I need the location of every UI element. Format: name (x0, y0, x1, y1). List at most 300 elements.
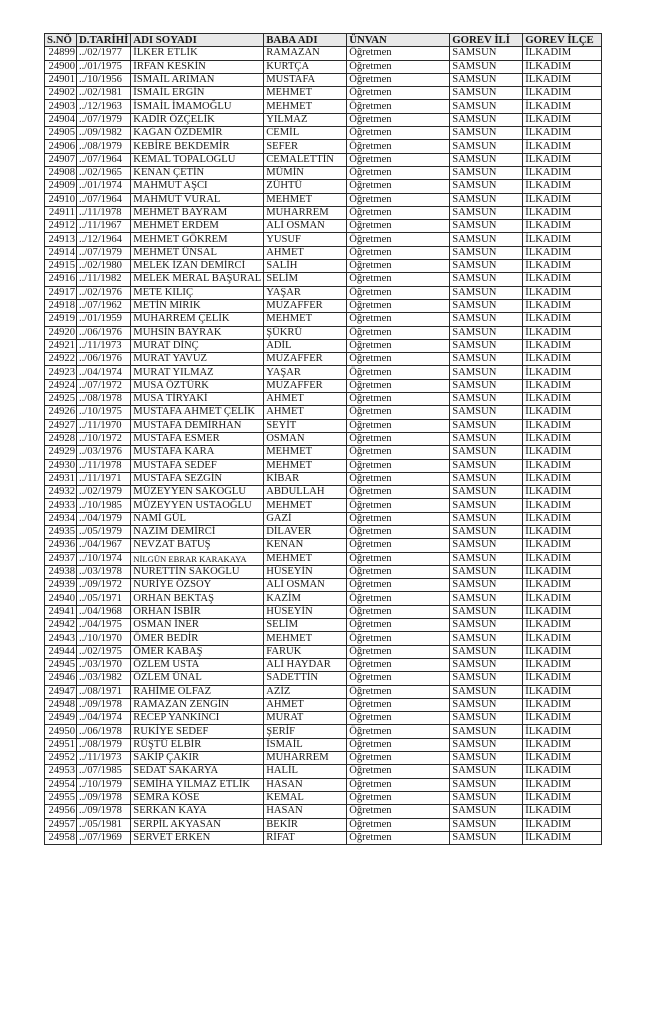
cell-full-name: MUHSİN BAYRAK (131, 326, 264, 339)
cell-title: Öğretmen (347, 73, 450, 86)
cell-birth-date: ../09/1978 (77, 698, 131, 711)
cell-full-name: İSMAİL ARIMAN (131, 73, 264, 86)
table-header (45, 34, 602, 47)
cell-father-name: MUZAFFER (264, 379, 347, 392)
cell-province: SAMSUN (450, 153, 523, 166)
cell-sno: 24900 (45, 60, 77, 73)
cell-title: Öğretmen (347, 472, 450, 485)
cell-title: Öğretmen (347, 379, 450, 392)
cell-province: SAMSUN (450, 512, 523, 525)
cell-birth-date: ../06/1978 (77, 725, 131, 738)
table-row (45, 166, 602, 179)
table-row (45, 619, 602, 632)
cell-title: Öğretmen (347, 100, 450, 113)
cell-sno: 24951 (45, 738, 77, 751)
cell-title: Öğretmen (347, 778, 450, 791)
cell-district: İLKADIM (523, 486, 602, 499)
cell-birth-date: ../02/1981 (77, 87, 131, 100)
cell-district: İLKADIM (523, 831, 602, 844)
cell-sno: 24950 (45, 725, 77, 738)
table-row (45, 233, 602, 246)
cell-district: İLKADIM (523, 685, 602, 698)
cell-birth-date: ../10/1956 (77, 73, 131, 86)
cell-father-name: SEFER (264, 140, 347, 153)
table-row (45, 725, 602, 738)
cell-sno: 24949 (45, 712, 77, 725)
cell-father-name: KEMAL (264, 791, 347, 804)
table-row (45, 658, 602, 671)
table-row (45, 153, 602, 166)
cell-father-name: ALİ OSMAN (264, 579, 347, 592)
cell-father-name: HASAN (264, 778, 347, 791)
table-row (45, 220, 602, 233)
table-row (45, 459, 602, 472)
cell-father-name: MUHARREM (264, 752, 347, 765)
cell-district: İLKADIM (523, 100, 602, 113)
cell-father-name: ABDULLAH (264, 486, 347, 499)
cell-province: SAMSUN (450, 605, 523, 618)
cell-district: İLKADIM (523, 605, 602, 618)
cell-sno: 24946 (45, 672, 77, 685)
cell-sno: 24929 (45, 446, 77, 459)
cell-title: Öğretmen (347, 113, 450, 126)
table-row (45, 180, 602, 193)
cell-full-name: NAZIM DEMİRCİ (131, 525, 264, 538)
cell-province: SAMSUN (450, 193, 523, 206)
cell-province: SAMSUN (450, 233, 523, 246)
cell-title: Öğretmen (347, 432, 450, 445)
cell-province: SAMSUN (450, 127, 523, 140)
cell-district: İLKADIM (523, 47, 602, 60)
cell-title: Öğretmen (347, 791, 450, 804)
cell-sno: 24905 (45, 127, 77, 140)
cell-full-name: MURAT DİNÇ (131, 339, 264, 352)
cell-province: SAMSUN (450, 712, 523, 725)
cell-sno: 24923 (45, 366, 77, 379)
cell-full-name: KENAN ÇETİN (131, 166, 264, 179)
cell-full-name: NİLGÜN EBRAR KARAKAYA (131, 552, 264, 565)
cell-father-name: CEMİL (264, 127, 347, 140)
table-row (45, 778, 602, 791)
cell-province: SAMSUN (450, 140, 523, 153)
cell-sno: 24901 (45, 73, 77, 86)
cell-full-name: SERKAN KAYA (131, 805, 264, 818)
cell-full-name: SAKİP ÇAKIR (131, 752, 264, 765)
cell-birth-date: ../09/1978 (77, 791, 131, 804)
cell-sno: 24917 (45, 286, 77, 299)
table-row (45, 353, 602, 366)
cell-district: İLKADIM (523, 818, 602, 831)
cell-father-name: YUSUF (264, 233, 347, 246)
cell-father-name: YAŞAR (264, 286, 347, 299)
cell-district: İLKADIM (523, 672, 602, 685)
cell-district: İLKADIM (523, 206, 602, 219)
cell-sno: 24948 (45, 698, 77, 711)
cell-birth-date: ../09/1982 (77, 127, 131, 140)
cell-birth-date: ../01/1975 (77, 60, 131, 73)
cell-father-name: MURAT (264, 712, 347, 725)
cell-title: Öğretmen (347, 353, 450, 366)
cell-full-name: MEHMET GÖKREM (131, 233, 264, 246)
cell-district: İLKADIM (523, 592, 602, 605)
cell-province: SAMSUN (450, 486, 523, 499)
cell-full-name: MUSTAFA SEZGİN (131, 472, 264, 485)
cell-district: İLKADIM (523, 113, 602, 126)
cell-birth-date: ../07/1979 (77, 113, 131, 126)
cell-father-name: MUHARREM (264, 206, 347, 219)
cell-title: Öğretmen (347, 393, 450, 406)
cell-province: SAMSUN (450, 765, 523, 778)
cell-father-name: SELİM (264, 273, 347, 286)
cell-province: SAMSUN (450, 60, 523, 73)
cell-father-name: GAZİ (264, 512, 347, 525)
cell-father-name: YAŞAR (264, 366, 347, 379)
cell-title: Öğretmen (347, 685, 450, 698)
cell-sno: 24956 (45, 805, 77, 818)
table-row (45, 752, 602, 765)
cell-title: Öğretmen (347, 366, 450, 379)
cell-full-name: ÖMER BEDİR (131, 632, 264, 645)
cell-birth-date: ../01/1959 (77, 313, 131, 326)
cell-father-name: KURTÇA (264, 60, 347, 73)
table-row (45, 791, 602, 804)
cell-province: SAMSUN (450, 273, 523, 286)
cell-district: İLKADIM (523, 326, 602, 339)
cell-birth-date: ../12/1964 (77, 233, 131, 246)
cell-province: SAMSUN (450, 313, 523, 326)
table-row (45, 193, 602, 206)
cell-sno: 24925 (45, 393, 77, 406)
cell-sno: 24908 (45, 166, 77, 179)
cell-sno: 24909 (45, 180, 77, 193)
cell-province: SAMSUN (450, 579, 523, 592)
cell-full-name: ORHAN İSBİR (131, 605, 264, 618)
table-row (45, 140, 602, 153)
cell-district: İLKADIM (523, 658, 602, 671)
header-sno: S.NÖ (45, 34, 77, 47)
cell-title: Öğretmen (347, 193, 450, 206)
cell-sno: 24915 (45, 260, 77, 273)
cell-full-name: RAHİME OLFAZ (131, 685, 264, 698)
header-row (45, 34, 602, 47)
cell-father-name: KENAN (264, 539, 347, 552)
cell-sno: 24904 (45, 113, 77, 126)
cell-birth-date: ../04/1979 (77, 512, 131, 525)
cell-district: İLKADIM (523, 712, 602, 725)
cell-district: İLKADIM (523, 127, 602, 140)
cell-full-name: ORHAN BEKTAŞ (131, 592, 264, 605)
cell-birth-date: ../08/1979 (77, 140, 131, 153)
table-row (45, 738, 602, 751)
cell-district: İLKADIM (523, 459, 602, 472)
cell-father-name: KİBAR (264, 472, 347, 485)
cell-province: SAMSUN (450, 738, 523, 751)
table-row (45, 326, 602, 339)
cell-birth-date: ../08/1971 (77, 685, 131, 698)
cell-father-name: HÜSEYİN (264, 565, 347, 578)
cell-birth-date: ../11/1973 (77, 752, 131, 765)
cell-district: İLKADIM (523, 260, 602, 273)
cell-title: Öğretmen (347, 512, 450, 525)
cell-full-name: MUSTAFA KARA (131, 446, 264, 459)
cell-district: İLKADIM (523, 791, 602, 804)
cell-sno: 24944 (45, 645, 77, 658)
cell-father-name: MEHMET (264, 193, 347, 206)
cell-full-name: MÜZEYYEN SAKOĞLU (131, 486, 264, 499)
cell-district: İLKADIM (523, 366, 602, 379)
table-row (45, 246, 602, 259)
cell-title: Öğretmen (347, 299, 450, 312)
table-row (45, 472, 602, 485)
cell-title: Öğretmen (347, 60, 450, 73)
cell-father-name: OSMAN (264, 432, 347, 445)
cell-title: Öğretmen (347, 632, 450, 645)
cell-sno: 24910 (45, 193, 77, 206)
cell-sno: 24954 (45, 778, 77, 791)
cell-sno: 24922 (45, 353, 77, 366)
cell-district: İLKADIM (523, 73, 602, 86)
cell-province: SAMSUN (450, 73, 523, 86)
cell-full-name: NAMİ GÜL (131, 512, 264, 525)
cell-sno: 24928 (45, 432, 77, 445)
cell-birth-date: ../05/1979 (77, 525, 131, 538)
cell-birth-date: ../11/1971 (77, 472, 131, 485)
cell-full-name: MEHMET ERDEM (131, 220, 264, 233)
cell-father-name: MEHMET (264, 552, 347, 565)
cell-title: Öğretmen (347, 326, 450, 339)
cell-district: İLKADIM (523, 313, 602, 326)
cell-sno: 24921 (45, 339, 77, 352)
cell-birth-date: ../07/1969 (77, 831, 131, 844)
cell-full-name: MEHMET ÜNSAL (131, 246, 264, 259)
cell-full-name: KEBİRE BEKDEMİR (131, 140, 264, 153)
cell-title: Öğretmen (347, 765, 450, 778)
cell-father-name: HASAN (264, 805, 347, 818)
cell-province: SAMSUN (450, 831, 523, 844)
cell-province: SAMSUN (450, 406, 523, 419)
cell-sno: 24911 (45, 206, 77, 219)
cell-province: SAMSUN (450, 619, 523, 632)
cell-full-name: İLKER ETLİK (131, 47, 264, 60)
header-province: GOREV İLİ (450, 34, 523, 47)
cell-full-name: MUSTAFA SEDEF (131, 459, 264, 472)
cell-title: Öğretmen (347, 206, 450, 219)
cell-district: İLKADIM (523, 472, 602, 485)
table-row (45, 113, 602, 126)
cell-father-name: SEYİT (264, 419, 347, 432)
cell-birth-date: ../11/1970 (77, 419, 131, 432)
cell-title: Öğretmen (347, 499, 450, 512)
cell-birth-date: ../01/1974 (77, 180, 131, 193)
cell-full-name: ÖMER KABAŞ (131, 645, 264, 658)
cell-province: SAMSUN (450, 539, 523, 552)
cell-birth-date: ../02/1977 (77, 47, 131, 60)
table-row (45, 260, 602, 273)
cell-full-name: KADİR ÖZÇELİK (131, 113, 264, 126)
table-row (45, 286, 602, 299)
table-row (45, 672, 602, 685)
cell-full-name: ÖZLEM USTA (131, 658, 264, 671)
cell-birth-date: ../04/1968 (77, 605, 131, 618)
cell-sno: 24937 (45, 552, 77, 565)
cell-birth-date: ../03/1970 (77, 658, 131, 671)
cell-province: SAMSUN (450, 805, 523, 818)
cell-province: SAMSUN (450, 87, 523, 100)
cell-birth-date: ../11/1973 (77, 339, 131, 352)
cell-district: İLKADIM (523, 140, 602, 153)
cell-district: İLKADIM (523, 299, 602, 312)
cell-district: İLKADIM (523, 565, 602, 578)
cell-title: Öğretmen (347, 712, 450, 725)
cell-province: SAMSUN (450, 698, 523, 711)
cell-birth-date: ../09/1972 (77, 579, 131, 592)
cell-father-name: ALİ HAYDAR (264, 658, 347, 671)
cell-full-name: MAHMUT VURAL (131, 193, 264, 206)
cell-province: SAMSUN (450, 393, 523, 406)
cell-full-name: SERPİL AKYASAN (131, 818, 264, 831)
cell-province: SAMSUN (450, 379, 523, 392)
cell-district: İLKADIM (523, 419, 602, 432)
cell-title: Öğretmen (347, 605, 450, 618)
cell-sno: 24926 (45, 406, 77, 419)
cell-full-name: MUSA TİRYAKİ (131, 393, 264, 406)
cell-title: Öğretmen (347, 565, 450, 578)
cell-father-name: MUSTAFA (264, 73, 347, 86)
cell-sno: 24916 (45, 273, 77, 286)
cell-birth-date: ../02/1965 (77, 166, 131, 179)
cell-sno: 24918 (45, 299, 77, 312)
cell-title: Öğretmen (347, 313, 450, 326)
cell-full-name: MURAT YAVUZ (131, 353, 264, 366)
cell-father-name: MEHMET (264, 499, 347, 512)
cell-full-name: RÜŞTÜ ELBİR (131, 738, 264, 751)
table-row (45, 446, 602, 459)
cell-title: Öğretmen (347, 127, 450, 140)
table-row (45, 632, 602, 645)
cell-district: İLKADIM (523, 286, 602, 299)
cell-father-name: MEHMET (264, 632, 347, 645)
header-full-name: ADI SOYADI (131, 34, 264, 47)
cell-district: İLKADIM (523, 725, 602, 738)
cell-province: SAMSUN (450, 353, 523, 366)
cell-province: SAMSUN (450, 446, 523, 459)
header-birth-date: D.TARİHİ (77, 34, 131, 47)
cell-title: Öğretmen (347, 658, 450, 671)
cell-province: SAMSUN (450, 525, 523, 538)
cell-full-name: İSMAİL İMAMOĞLU (131, 100, 264, 113)
cell-birth-date: ../06/1976 (77, 353, 131, 366)
cell-sno: 24957 (45, 818, 77, 831)
cell-title: Öğretmen (347, 233, 450, 246)
cell-district: İLKADIM (523, 805, 602, 818)
cell-sno: 24931 (45, 472, 77, 485)
table-row (45, 366, 602, 379)
cell-district: İLKADIM (523, 353, 602, 366)
cell-father-name: ŞÜKRÜ (264, 326, 347, 339)
cell-sno: 24933 (45, 499, 77, 512)
cell-title: Öğretmen (347, 539, 450, 552)
cell-full-name: METE KILIÇ (131, 286, 264, 299)
cell-sno: 24945 (45, 658, 77, 671)
cell-sno: 24913 (45, 233, 77, 246)
cell-sno: 24920 (45, 326, 77, 339)
cell-full-name: METİN MIRIK (131, 299, 264, 312)
cell-father-name: AHMET (264, 246, 347, 259)
cell-birth-date: ../06/1976 (77, 326, 131, 339)
cell-father-name: AHMET (264, 406, 347, 419)
cell-province: SAMSUN (450, 113, 523, 126)
cell-full-name: MUSTAFA AHMET ÇELİK (131, 406, 264, 419)
cell-district: İLKADIM (523, 446, 602, 459)
cell-province: SAMSUN (450, 339, 523, 352)
cell-title: Öğretmen (347, 592, 450, 605)
cell-sno: 24902 (45, 87, 77, 100)
cell-full-name: İSMAİL ERGİN (131, 87, 264, 100)
cell-district: İLKADIM (523, 432, 602, 445)
cell-sno: 24927 (45, 419, 77, 432)
cell-birth-date: ../03/1976 (77, 446, 131, 459)
cell-father-name: RAMAZAN (264, 47, 347, 60)
cell-province: SAMSUN (450, 791, 523, 804)
cell-birth-date: ../07/1964 (77, 193, 131, 206)
table-row (45, 579, 602, 592)
cell-birth-date: ../10/1979 (77, 778, 131, 791)
cell-birth-date: ../07/1962 (77, 299, 131, 312)
cell-birth-date: ../08/1979 (77, 738, 131, 751)
cell-sno: 24932 (45, 486, 77, 499)
cell-birth-date: ../09/1978 (77, 805, 131, 818)
cell-district: İLKADIM (523, 273, 602, 286)
cell-district: İLKADIM (523, 233, 602, 246)
table-row (45, 552, 602, 565)
cell-father-name: AHMET (264, 698, 347, 711)
table-row (45, 525, 602, 538)
cell-province: SAMSUN (450, 180, 523, 193)
table-row (45, 512, 602, 525)
cell-father-name: DİLAVER (264, 525, 347, 538)
cell-title: Öğretmen (347, 166, 450, 179)
cell-birth-date: ../04/1967 (77, 539, 131, 552)
cell-district: İLKADIM (523, 579, 602, 592)
cell-district: İLKADIM (523, 738, 602, 751)
cell-title: Öğretmen (347, 286, 450, 299)
table-row (45, 419, 602, 432)
table-row (45, 818, 602, 831)
cell-full-name: KEMAL TOPALOĞLU (131, 153, 264, 166)
cell-province: SAMSUN (450, 472, 523, 485)
cell-district: İLKADIM (523, 552, 602, 565)
cell-sno: 24953 (45, 765, 77, 778)
table-row (45, 698, 602, 711)
cell-birth-date: ../05/1971 (77, 592, 131, 605)
cell-title: Öğretmen (347, 87, 450, 100)
cell-title: Öğretmen (347, 459, 450, 472)
cell-province: SAMSUN (450, 260, 523, 273)
table-row (45, 765, 602, 778)
table-row (45, 805, 602, 818)
cell-province: SAMSUN (450, 565, 523, 578)
cell-province: SAMSUN (450, 672, 523, 685)
cell-district: İLKADIM (523, 339, 602, 352)
cell-birth-date: ../10/1985 (77, 499, 131, 512)
table-row (45, 273, 602, 286)
cell-district: İLKADIM (523, 698, 602, 711)
cell-sno: 24935 (45, 525, 77, 538)
cell-title: Öğretmen (347, 273, 450, 286)
cell-full-name: OSMAN İNER (131, 619, 264, 632)
table-row (45, 299, 602, 312)
cell-district: İLKADIM (523, 60, 602, 73)
